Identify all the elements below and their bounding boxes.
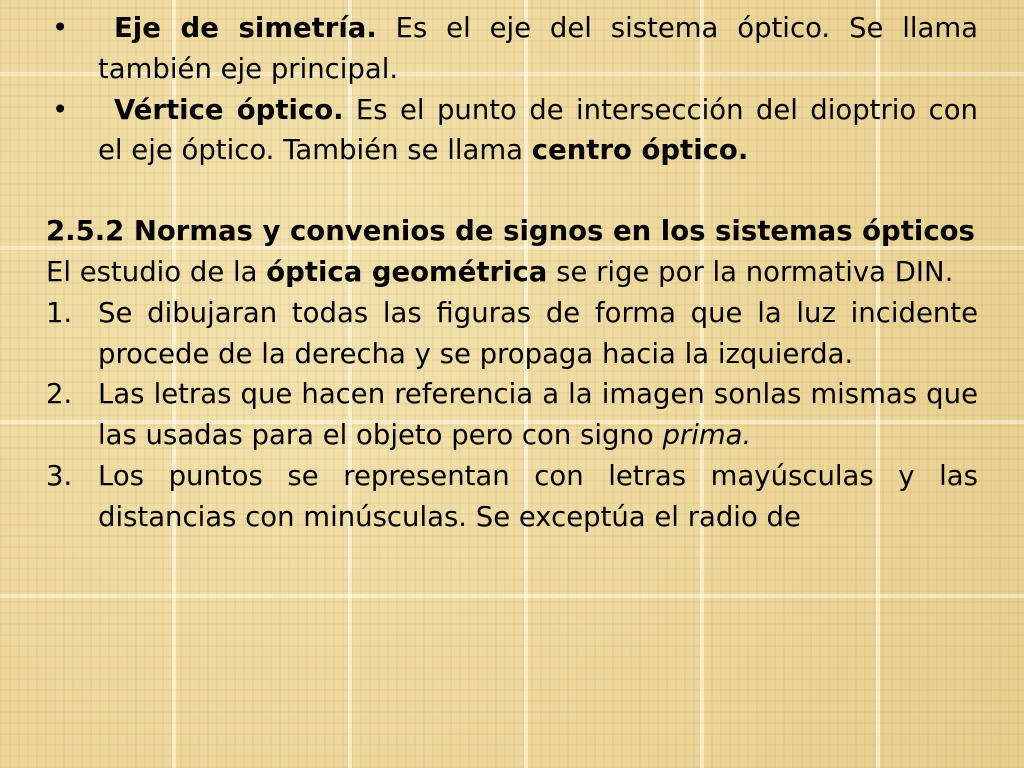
slide-content xyxy=(46,8,978,538)
section-heading: 2.5.2 Normas y convenios de signos en los sistemas ópticos xyxy=(46,215,975,248)
spacer xyxy=(46,171,978,211)
bullet-marker: • xyxy=(52,93,69,126)
intro-bold-term: óptica geométrica xyxy=(266,255,548,288)
rule-text-1: Se dibujaran todas las figuras de forma que la luz incidente procede de la derecha y se propaga hacia la izquierda. xyxy=(98,296,978,370)
definition-vertice-optico: Es el punto de intersección del dioptrio con el eje óptico. También se llama xyxy=(98,93,978,167)
term-eje-simetria: Eje de simetría. xyxy=(114,12,377,44)
definition-eje-simetria: Es el eje del sistema óptico. Se llama también eje principal. xyxy=(98,12,978,85)
number-marker: 3. xyxy=(46,459,73,492)
rules-list xyxy=(46,293,978,538)
definition-list xyxy=(46,8,978,171)
intro-text-after: se rige por la normativa DIN. xyxy=(556,255,954,288)
bullet-marker: • xyxy=(52,12,69,44)
rule-text-2: Las letras que hacen referencia a la imagen sonlas mismas que las usadas para el objeto pero con signo xyxy=(98,378,978,452)
number-marker: 2. xyxy=(46,378,73,411)
rule-item-3 xyxy=(46,456,978,538)
intro-paragraph xyxy=(46,252,978,293)
rule-item-2 xyxy=(46,374,978,456)
rule-italic-term: prima. xyxy=(662,419,752,452)
term-vertice-optico: Vértice óptico. xyxy=(114,93,344,126)
intro-text-before: El estudio de la xyxy=(46,255,258,288)
rule-item-1 xyxy=(46,293,978,375)
number-marker: 1. xyxy=(46,296,73,329)
bullet-item-eje-simetria xyxy=(46,8,978,90)
term-centro-optico: centro óptico. xyxy=(531,134,749,167)
rule-text-3: Los puntos se representan con letras mayúsculas y las distancias con minúsculas. Se exceptúa el radio de xyxy=(98,459,978,533)
bullet-item-vertice-optico xyxy=(46,90,978,172)
